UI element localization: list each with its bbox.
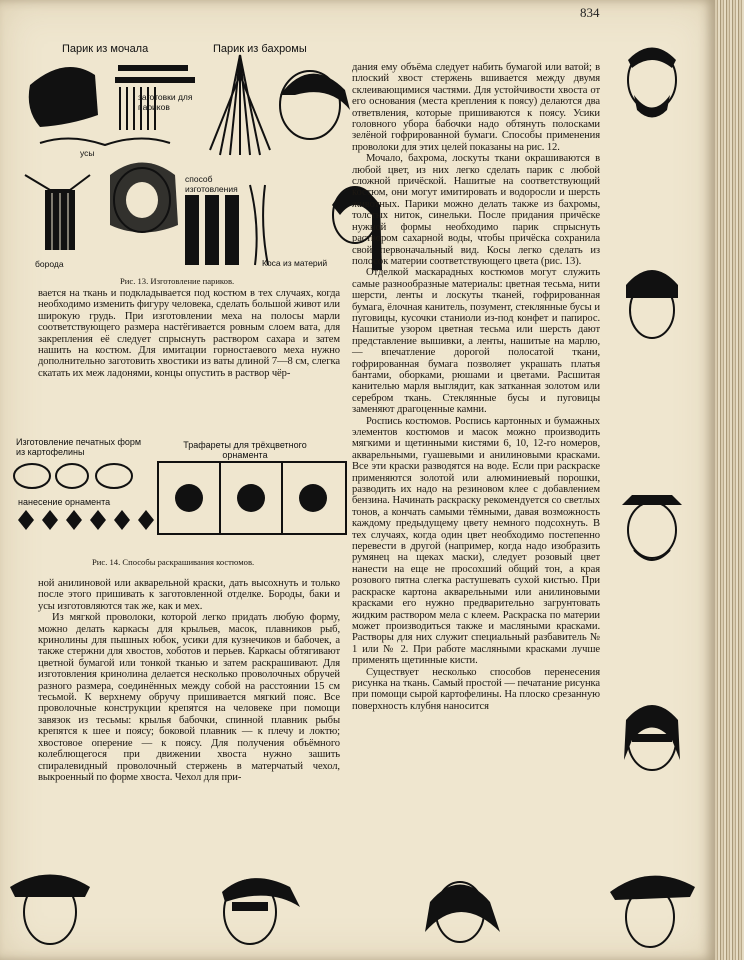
paragraph: Роспись костюмов. Роспись картонных и бумажных элементов костюмов и масок можно производить мягкими и щетинными кистями 6, 10, 12-го номеров, акварельными, гуашевыми и анилиновыми красками. Все эти краски разводятся на воде. Если при раскраске применяются золотой или алюминиевый порошки, разводить их надо на резиновом клее с добавлением бензина. Начинать раскраску рекомендуется со светлых тонов, а кончать самыми тёмными, давая возможность каждому предыдущему цвету немного подсохнуть. В тех случаях, когда один цвет необходимо постепенно перевести в другой (например, когда надо изобразить румянец на щеках маски), следует розовый цвет нанести на еще не просохший общий тон, а края розового пятна слегка растушевать сухой кистью. При раскраске картона акварельными или анилиновыми красками его нужно предварительно загрунтовать жидким раствором мела с клеем. Раскраска по материи может производиться также и масляными красками. Растворы для них служит специальный разбавитель № 1 или № 2. При работе масляными красками лучше применять щетинные кисти. (352, 415, 600, 667)
page-number: 834 (580, 5, 600, 20)
headscarf-woman-portrait (425, 882, 500, 942)
ornament-row-drawing (18, 510, 154, 530)
label-potato-forms: Изготовление печатных форм из картофелины (16, 437, 142, 457)
figure-13-caption: Рис. 13. Изготовление париков. (120, 276, 235, 286)
label-blanks: заготовки для париков (138, 92, 193, 112)
method-drawing (185, 185, 268, 265)
paragraph: Из мягкой проволоки, которой легко придать любую форму, можно делать каркасы для крыльев, масок, плавников рыб, кринолины для пышных юбок, усики для кузнечиков и бабочек, а также стержни для хвостов, хоботов и перьев. Каркасы обтягивают цветной бумагой или тонкой тканью и затем раскрашивают. Для изготовления кринолина делается несколько проволочных обручей разного размера, соединённых между собой на расстоянии 15 см тесьмой. К верхнему обручу пришивается мягкий пояс. Все проволочные конструкции крепятся на человеке при помощи завязок из тесьмы: крылья бабочки, спинной плавник рыбы крепятся к шее и поясу; боковой плавник — к плечу и локтю; хвостовое оперение — к поясу. Для получения объёмного колеблющегося при движении хвоста нужно зашить спиралевидный проволочный стержень в матерчатый чехол, выкроенный по форме хвоста. Чехол для при- (38, 612, 340, 783)
chinese-man-portrait (622, 495, 682, 560)
paragraph: ной анилиновой или акварельной краски, дать высохнуть и только после этого пришивать к заготовленной отделке. Бороды, баки и усы изготовляются так же, как и мех. (38, 578, 340, 612)
painting-drawings (10, 462, 350, 552)
paragraph: вается на ткань и подкладывается под костюм в тех случаях, когда необходимо изменить фигуру человека, сделать большой живот или широкую грудь. При изготовлении меха на полосы марли соответствующего размера настёгивается ровным слоем вата, для закрепления её следует спрыснуть раствором сахара и затем нашить на костюм. Для имитации горностаевого меха нужно дополнительно заготовить хвостики из ваты длиной 7—8 см, слегка скатать их меж ладонями, концы опустить в раствор чёр- (38, 288, 340, 379)
girl-face-drawing (280, 71, 350, 139)
label-mustache: усы (80, 148, 95, 158)
bottom-portraits (0, 862, 700, 952)
book-page-edges (715, 0, 744, 960)
sunglasses-woman-portrait (222, 878, 300, 944)
label-stencils: Трафареты для трёхцветного орнамента (183, 440, 307, 460)
musketeer-portrait (610, 876, 695, 947)
label-applying: нанесение орнамента (18, 497, 111, 507)
figure-14-caption: Рис. 14. Способы раскрашивания костюмов. (92, 557, 255, 567)
bearded-man-portrait (628, 48, 676, 118)
paragraph: Мочало, бахрома, лоскуты ткани окрашиваются в любой цвет, из них легко сделать парик с любой сложной причёской. Нашитые на соответствующий костюм, они могут имитировать и водоросли и шерсть животных. Парики можно делать также из бахромы, толстых ниток, синельки. После придания причёске нужной формы необходимо парик спрыснуть раствором сахарной воды, чтобы причёска сохранила свой первоначальный вид. Косы легко сделать из полосок материи соответствующего цвета (рис. 13). (352, 153, 600, 267)
label-wig-fringe: Парик из бахромы (213, 43, 307, 55)
label-wig-bast: Парик из мочала (62, 43, 149, 55)
potato-stamps-drawing (14, 464, 132, 488)
paragraph: дания ему объёма следует набить бумагой или ватой; в плоский хвост стержень вшивается между двумя склеивающимися частями. Для устойчивости хвоста от его основания (места крепления к поясу) делаются два ответвления, которые пришиваются к поясу. Усики головного убора бабочки надо обтянуть полосками зелёной гофрированной бумаги. Способы применения проволоки для этих целей показаны на рис. 12. (352, 62, 600, 153)
mustache-drawing (40, 138, 170, 145)
paragraph: Существует несколько способов перенесения рисунка на ткань. Самый простой — печатание рисунка при помощи сырой картофелины. На плоско срезанную поверхность клубня наносится (352, 666, 600, 712)
left-column-text-bottom (38, 578, 340, 783)
turban-woman-portrait (626, 270, 678, 338)
hood-drawing (29, 67, 98, 127)
wig-blank-drawing (115, 65, 195, 130)
paragraph: Отделкой маскарадных костюмов могут служить самые разнообразные материалы: цветная тесьма, нити шерсти, ленты и лоскуты тканей, гофрированная бумага, ёлочная канитель, позумент, стеклянные бусы и пуговицы, кусочки станиоли из-под конфет и папирос. Нашитые узором цветная тесьма или шерсть дают представление вышивки, а ленты, нашитые на марлю, — впечатление дорогой полосатой ткани, гофрированная бумага позволяет украшать платья бантами, оборками, рюшами и цветами. Расшитая канителью марля выглядит, как затканная золотом или серебром ткань. Стеклянные бусы и пуговицы заменяют драгоценные камни. (352, 267, 600, 416)
margin-portraits (612, 40, 692, 860)
label-method: способ изготовления (185, 174, 238, 194)
stencil-frames-drawing (158, 462, 346, 534)
right-column-text (352, 62, 600, 712)
masked-woman-portrait (624, 705, 680, 770)
bearded-man-drawing (110, 163, 178, 233)
wig-drawings (10, 55, 370, 285)
label-braids: Коса из материй (262, 258, 328, 268)
fringe-wig-drawing (210, 55, 270, 155)
left-column-text-top (38, 288, 340, 379)
beard-drawing (25, 175, 90, 250)
label-beard: борода (35, 259, 64, 269)
pirate-portrait (10, 875, 90, 945)
